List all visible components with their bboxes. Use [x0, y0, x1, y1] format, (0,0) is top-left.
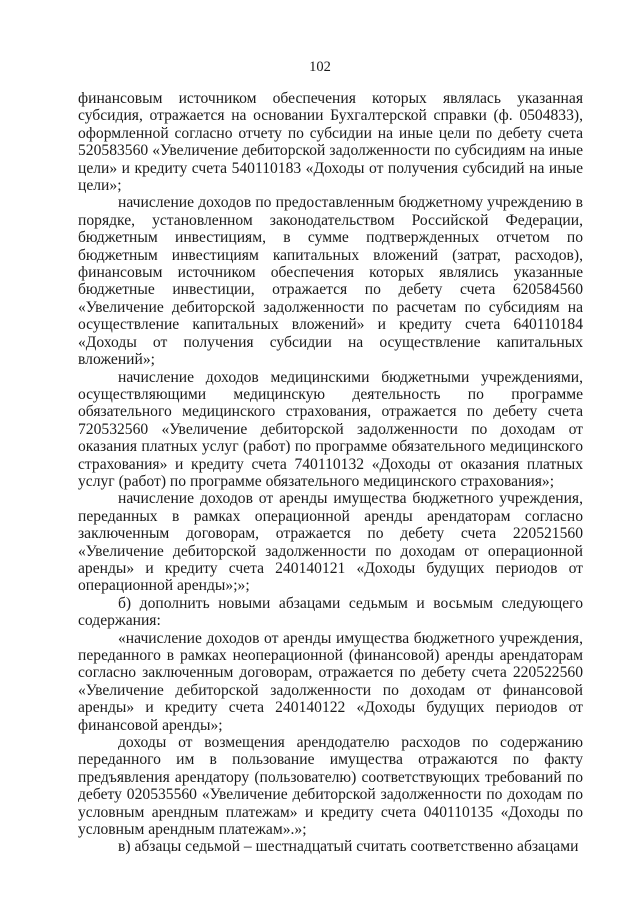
paragraph-amendment-b: б) дополнить новыми абзацами седьмым и восьмым следующего содержания: — [78, 594, 583, 630]
paragraph-amendment-v: в) абзацы седьмой – шестнадцатый считать соответственно абзацами — [118, 838, 579, 856]
page-number: 102 — [309, 59, 331, 75]
document-text-body — [78, 90, 583, 856]
paragraph-operating-lease: начисление доходов от аренды имущества бюджетного учреждения, переданных в рамках операционной аренды арендаторам согласно заключенным договорам, отражается по дебету счета 220521560 «Увеличение дебиторской задолженности по доходам от операционной аренды» и кредиту счета 240140121 «Доходы будущих периодов от операционной аренды»;»; — [78, 490, 583, 595]
paragraph-medical-insurance: начисление доходов медицинскими бюджетными учреждениями, осуществляющими медицинскую деятельность по программе обязательного медицинского страхования, отражается по дебету счета 720532560 «Увеличение дебиторской задолженности по доходам от оказания платных услуг (работ) по программе обязательного медицинского страхования» и кредиту счета 740110132 «Доходы от оказания платных услуг (работ) по программе обязательного медицинского страхования»; — [78, 368, 583, 490]
paragraph-capital-investments: начисление доходов по предоставленным бюджетному учреждению в порядке, установленном законодательством Российской Федерации, бюджетным инвестициям, в сумме подтвержденных отчетом по бюджетным инвестициям капитальных вложений (затрат, расходов), финансовым источником обеспечения которых являлись указанные бюджетные инвестиции, отражается по дебету счета 620584560 «Увеличение дебиторской задолженности по расчетам по субсидиям на осуществление капитальных вложений» и кредиту счета 640110184 «Доходы от получения субсидии на осуществление капитальных вложений»; — [78, 194, 583, 369]
paragraph-continuation: финансовым источником обеспечения которых являлась указанная субсидия, отражается на основании Бухгалтерской справки (ф. 0504833), оформленной согласно отчету по субсидии на иные цели по дебету счета 520583560 «Увеличение дебиторской задолженности по субсидиям на иные цели» и кредиту счета 540110183 «Доходы от получения субсидий на иные цели»; — [78, 90, 583, 195]
paragraph-lease-reimbursement: доходы от возмещения арендодателю расходов по содержанию переданного им в пользование имущества отражаются по факту предъявления арендатору (пользователю) соответствующих требований по дебету 020535560 «Увеличение дебиторской задолженности по доходам по условным арендным платежам» и кредиту счета 040110135 «Доходы по условным арендным платежам».»; — [78, 734, 583, 839]
paragraph-finance-lease: «начисление доходов от аренды имущества бюджетного учреждения, переданного в рамках неоперационной (финансовой) аренды арендаторам согласно заключенным договорам, отражается по дебету счета 220522560 «Увеличение дебиторской задолженности по доходам от финансовой аренды» и кредиту счета 240140122 «Доходы будущих периодов от финансовой аренды»; — [78, 629, 583, 734]
